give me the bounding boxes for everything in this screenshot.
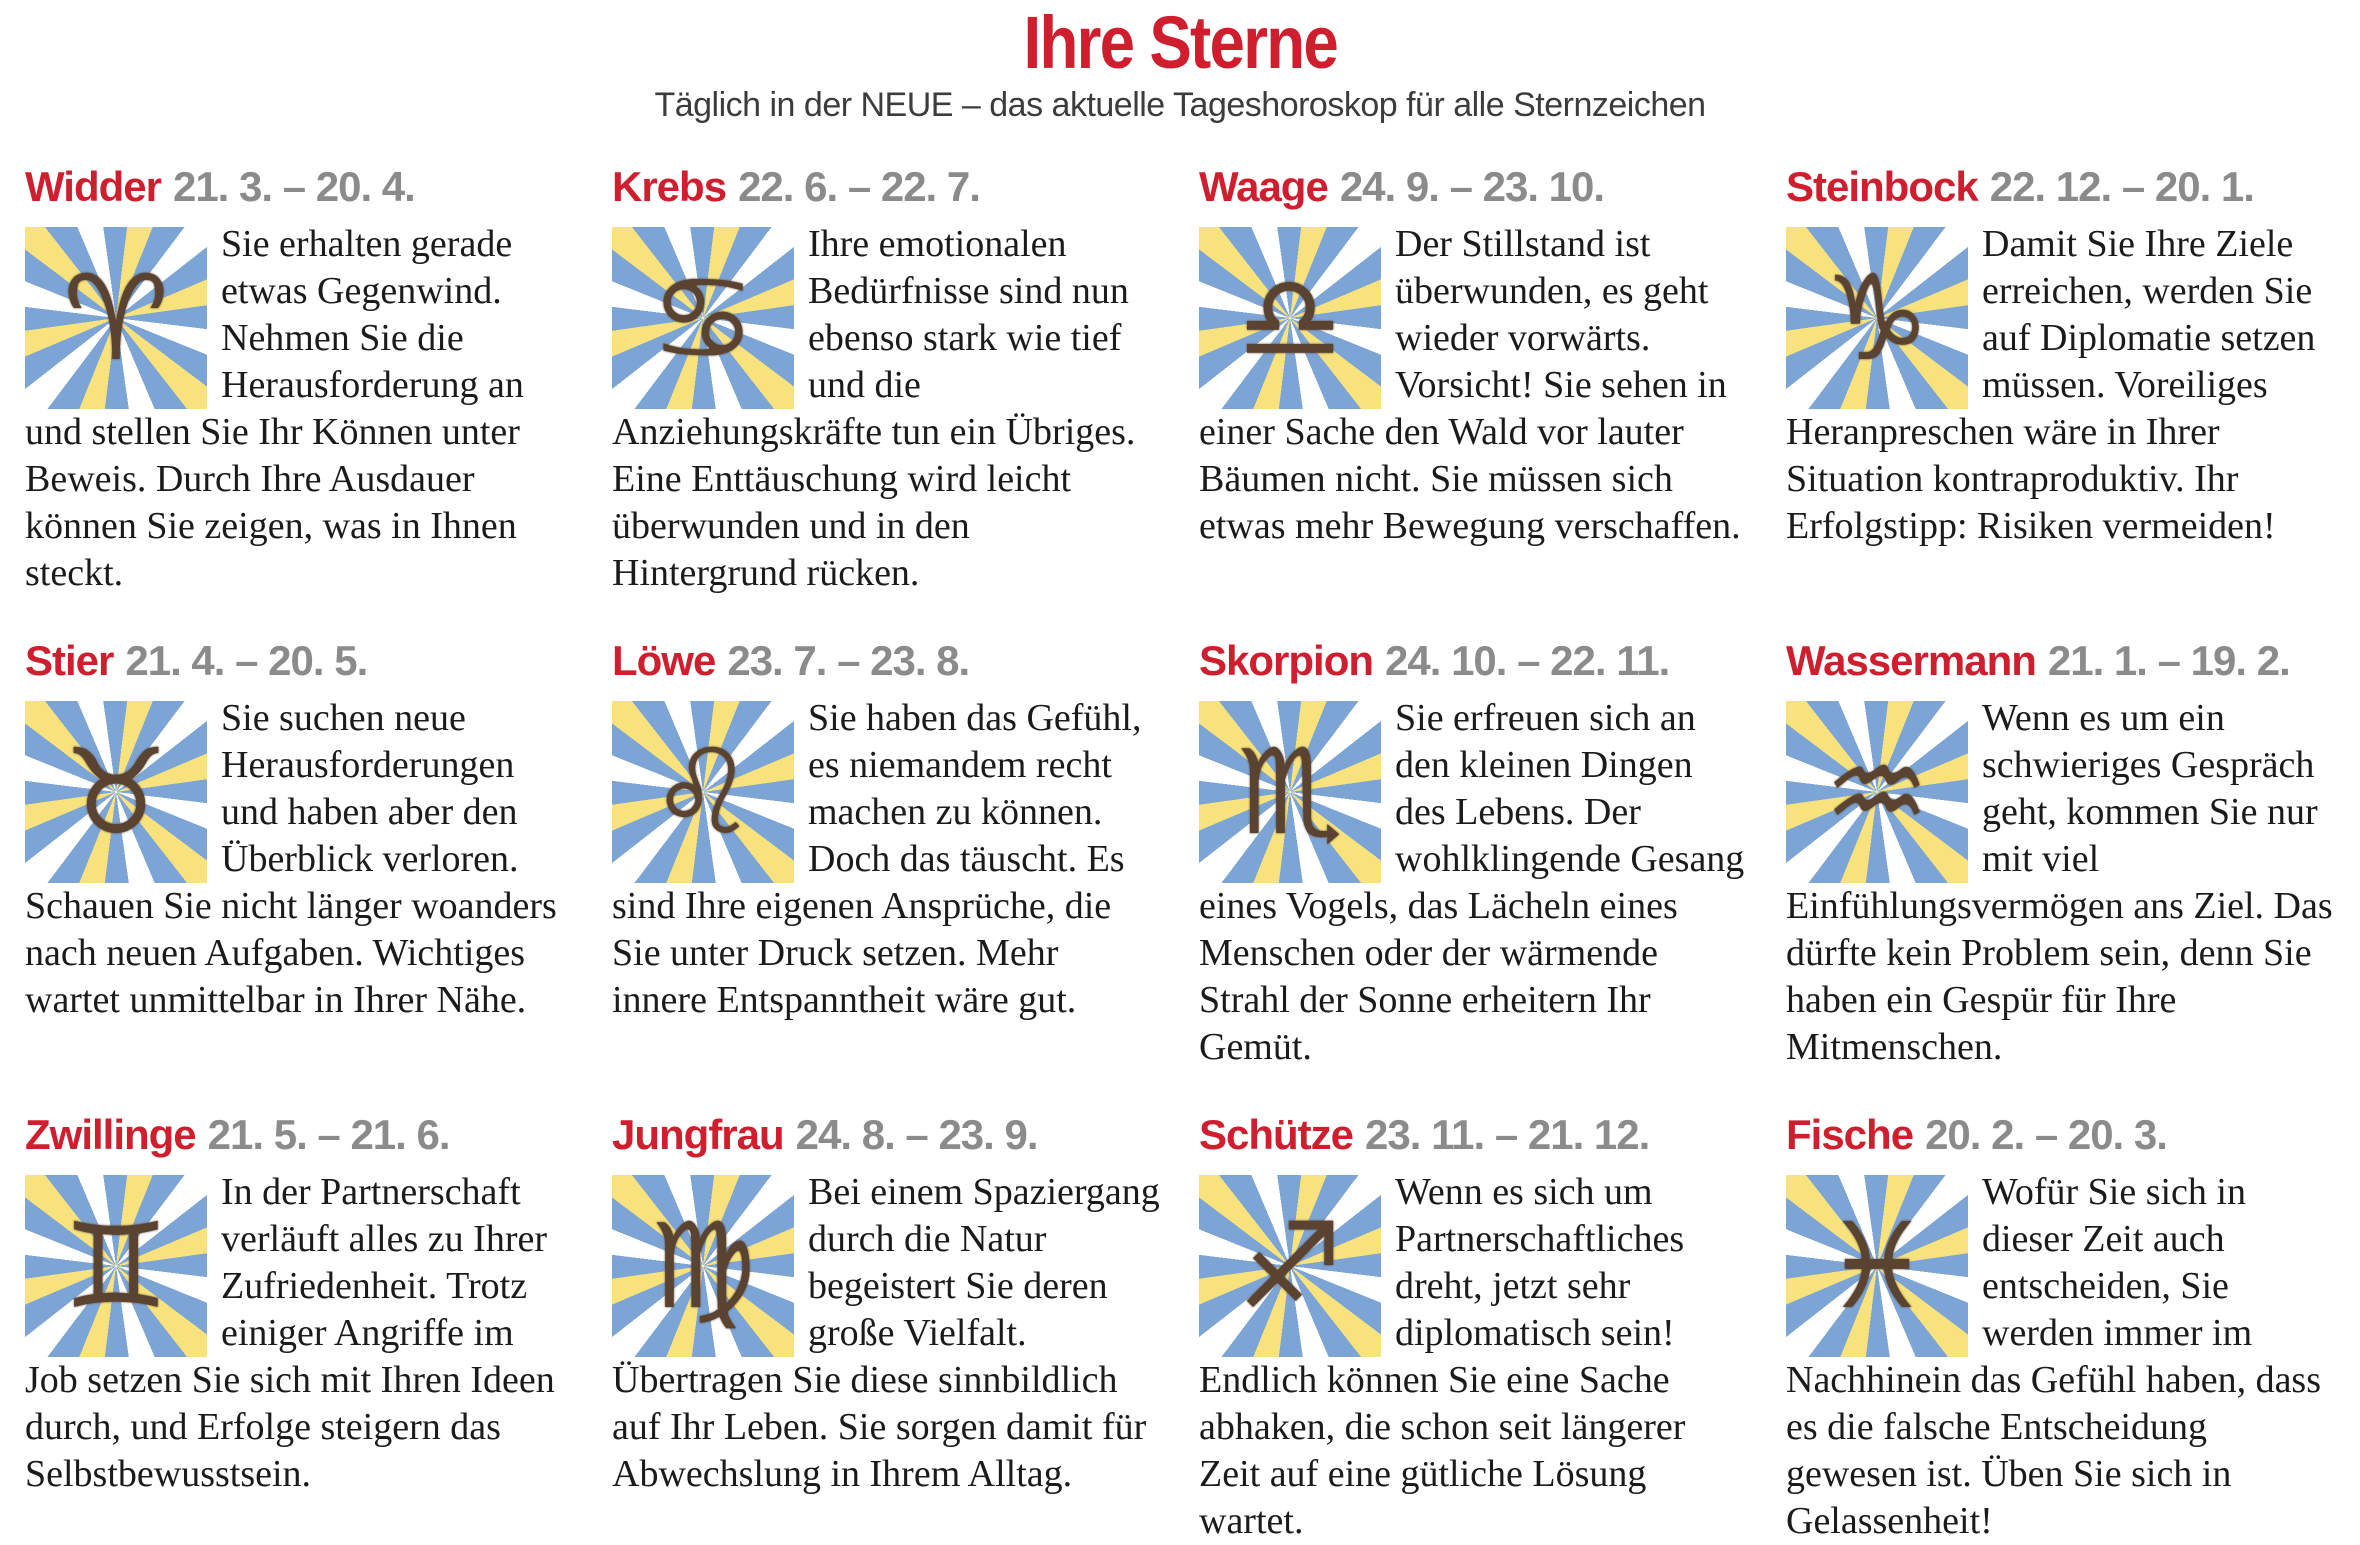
horoscope-block-jungfrau	[612, 1113, 1161, 1545]
sign-dates: 24. 10. – 22. 11.	[1385, 637, 1670, 685]
sign-header	[612, 165, 1161, 209]
horoscope-block-waage	[1199, 165, 1748, 597]
sign-body	[1199, 695, 1748, 1071]
sign-header	[1199, 1113, 1748, 1157]
sign-body	[612, 221, 1161, 597]
sign-name: Krebs	[612, 163, 727, 210]
horoscope-block-stier	[25, 639, 574, 1071]
horoscope-text: Sie erfreuen sich an den kleinen Dingen des Lebens. Der wohlklingende Gesang eines Vogels, das Lächeln eines Menschen oder der wärmende Strahl der Sonne erheitern Ihr Gemüt.	[1199, 697, 1745, 1069]
aquarius-glyph: ♒	[1824, 723, 1930, 862]
sign-dates: 20. 2. – 20. 3.	[1925, 1111, 2167, 1159]
sign-name: Steinbock	[1786, 163, 1978, 210]
pisces-fish-icon	[1786, 1175, 1968, 1357]
capricorn-glyph: ♑	[1824, 249, 1930, 388]
sign-body	[1199, 221, 1748, 550]
sign-header	[25, 1113, 574, 1157]
leo-lion-icon	[612, 701, 794, 883]
gemini-glyph: ♊	[63, 1197, 169, 1336]
horoscope-block-skorpion	[1199, 639, 1748, 1071]
sign-body	[25, 1169, 574, 1498]
horoscope-text: Der Stillstand ist überwunden, es geht wieder vorwärts. Vorsicht! Sie sehen in einer Sache den Wald vor lauter Bäumen nicht. Sie müssen sich etwas mehr Bewegung verschaffen.	[1199, 223, 1741, 548]
horoscope-block-wassermann	[1786, 639, 2335, 1071]
sign-header	[1786, 639, 2335, 683]
scorpio-scorpion-icon	[1199, 701, 1381, 883]
sign-header	[1199, 639, 1748, 683]
sign-body	[1786, 1169, 2335, 1545]
libra-scales-icon	[1199, 227, 1381, 409]
sign-body	[25, 695, 574, 1024]
aries-ram-icon	[25, 227, 207, 409]
sign-body	[612, 1169, 1161, 1498]
sign-header	[25, 165, 574, 209]
sign-dates: 21. 4. – 20. 5.	[125, 637, 368, 685]
pisces-glyph: ♓	[1824, 1197, 1930, 1336]
sign-name: Schütze	[1199, 1111, 1354, 1159]
gemini-twins-icon	[25, 1175, 207, 1357]
horoscope-block-schuetze	[1199, 1113, 1748, 1545]
sign-body	[612, 695, 1161, 1024]
horoscope-grid	[25, 165, 2335, 1545]
sagittarius-archer-icon	[1199, 1175, 1381, 1357]
sign-header	[612, 1113, 1161, 1157]
sign-header	[1786, 165, 2335, 209]
sign-header	[612, 639, 1161, 683]
libra-glyph: ♎	[1237, 249, 1343, 388]
virgo-maiden-icon	[612, 1175, 794, 1357]
page-title-text: Ihre Sterne	[1023, 1, 1337, 84]
virgo-glyph: ♍	[650, 1197, 756, 1336]
sign-body	[25, 221, 574, 597]
sign-name: Fische	[1786, 1111, 1914, 1159]
sign-name: Stier	[25, 637, 114, 685]
sign-name: Wassermann	[1786, 637, 2036, 685]
horoscope-text: Wenn es sich um Partnerschaftliches dreht, jetzt sehr diplomatisch sein! Endlich können Sie eine Sache abhaken, die schon seit längerer Zeit auf eine gütliche Lösung wartet.	[1199, 1171, 1686, 1543]
aquarius-waterbearer-icon	[1786, 701, 1968, 883]
taurus-glyph: ♉	[63, 723, 169, 862]
horoscope-text: Sie erhalten gerade etwas Gegenwind. Nehmen Sie die Herausforderung an und stellen Sie Ihr Können unter Beweis. Durch Ihre Ausdauer können Sie zeigen, was in Ihnen steckt.	[25, 223, 524, 595]
page-title	[25, 1, 2335, 84]
horoscope-text: Wofür Sie sich in dieser Zeit auch entscheiden, Sie werden immer im Nachhinein das Gefühl haben, dass es die falsche Entscheidung gewesen ist. Üben Sie sich in Gelassenheit!	[1786, 1171, 2322, 1543]
sign-dates: 24. 8. – 23. 9.	[795, 1111, 1038, 1159]
aries-glyph: ♈	[63, 249, 169, 388]
horoscope-text: Sie suchen neue Herausforderungen und haben aber den Überblick verloren. Schauen Sie nicht länger woanders nach neuen Aufgaben. Wichtiges wartet unmittelbar in Ihrer Nähe.	[25, 697, 557, 1022]
sign-dates: 22. 6. – 22. 7.	[738, 163, 980, 210]
sign-name: Widder	[25, 163, 161, 210]
horoscope-text: Wenn es um ein schwieriges Gespräch geht, kommen Sie nur mit viel Einfühlungsvermögen ans Ziel. Das dürfte kein Problem sein, denn Sie haben ein Gespür für Ihre Mitmenschen.	[1786, 697, 2333, 1069]
horoscope-block-krebs	[612, 165, 1161, 597]
sign-dates: 21. 3. – 20. 4.	[172, 163, 415, 210]
horoscope-block-fische	[1786, 1113, 2335, 1545]
scorpio-glyph: ♏	[1237, 723, 1343, 862]
sign-dates: 23. 7. – 23. 8.	[727, 637, 970, 685]
sign-body	[1786, 695, 2335, 1071]
page-subtitle: Täglich in der NEUE – das aktuelle Tageshoroskop für alle Sternzeichen	[654, 86, 1706, 124]
sign-name: Löwe	[612, 637, 716, 685]
horoscope-text: Damit Sie Ihre Ziele erreichen, werden Sie auf Diplomatie setzen müssen. Voreiliges Heranpreschen wäre in Ihrer Situation kontraproduktiv. Ihr Erfolgstipp: Risiken vermeiden!	[1786, 223, 2316, 548]
sign-name: Jungfrau	[612, 1111, 784, 1159]
sign-name: Waage	[1199, 163, 1328, 210]
sign-header	[1786, 1113, 2335, 1157]
sign-dates: 24. 9. – 23. 10.	[1339, 163, 1605, 210]
sign-dates: 23. 11. – 21. 12.	[1365, 1111, 1650, 1159]
horoscope-text: Bei einem Spaziergang durch die Natur begeistert Sie deren große Vielfalt. Übertragen Sie diese sinnbildlich auf Ihr Leben. Sie sorgen damit für Abwechslung in Ihrem Alltag.	[612, 1171, 1160, 1496]
capricorn-goat-icon	[1786, 227, 1968, 409]
sign-body	[1199, 1169, 1748, 1545]
horoscope-text: In der Partnerschaft verläuft alles zu Ihrer Zufriedenheit. Trotz einiger Angriffe im Job setzen Sie sich mit Ihren Ideen durch, und Erfolge steigern das Selbstbewusstsein.	[25, 1171, 555, 1496]
sign-header	[1199, 165, 1748, 209]
horoscope-block-widder	[25, 165, 574, 597]
sign-dates: 21. 5. – 21. 6.	[207, 1111, 450, 1159]
leo-glyph: ♌	[650, 723, 756, 862]
sign-dates: 21. 1. – 19. 2.	[2047, 637, 2290, 685]
horoscope-block-steinbock	[1786, 165, 2335, 597]
horoscope-block-zwillinge	[25, 1113, 574, 1545]
horoscope-text: Sie haben das Gefühl, es niemandem recht machen zu können. Doch das täuscht. Es sind Ihre eigenen Ansprüche, die Sie unter Druck setzen. Mehr innere Entspanntheit wäre gut.	[612, 697, 1142, 1022]
sagittarius-glyph: ♐	[1237, 1197, 1343, 1336]
sign-header	[25, 639, 574, 683]
cancer-glyph: ♋	[650, 249, 756, 388]
horoscope-block-loewe	[612, 639, 1161, 1071]
sign-name: Zwillinge	[25, 1111, 196, 1159]
sign-dates: 22. 12. – 20. 1.	[1989, 163, 2254, 210]
taurus-bull-icon	[25, 701, 207, 883]
horoscope-text: Ihre emotionalen Bedürfnisse sind nun ebenso stark wie tief und die Anziehungskräfte tun ein Übriges. Eine Enttäuschung wird leicht überwunden und in den Hintergrund rücken.	[612, 223, 1136, 595]
sign-body	[1786, 221, 2335, 550]
cancer-crab-icon	[612, 227, 794, 409]
sign-name: Skorpion	[1199, 637, 1374, 685]
